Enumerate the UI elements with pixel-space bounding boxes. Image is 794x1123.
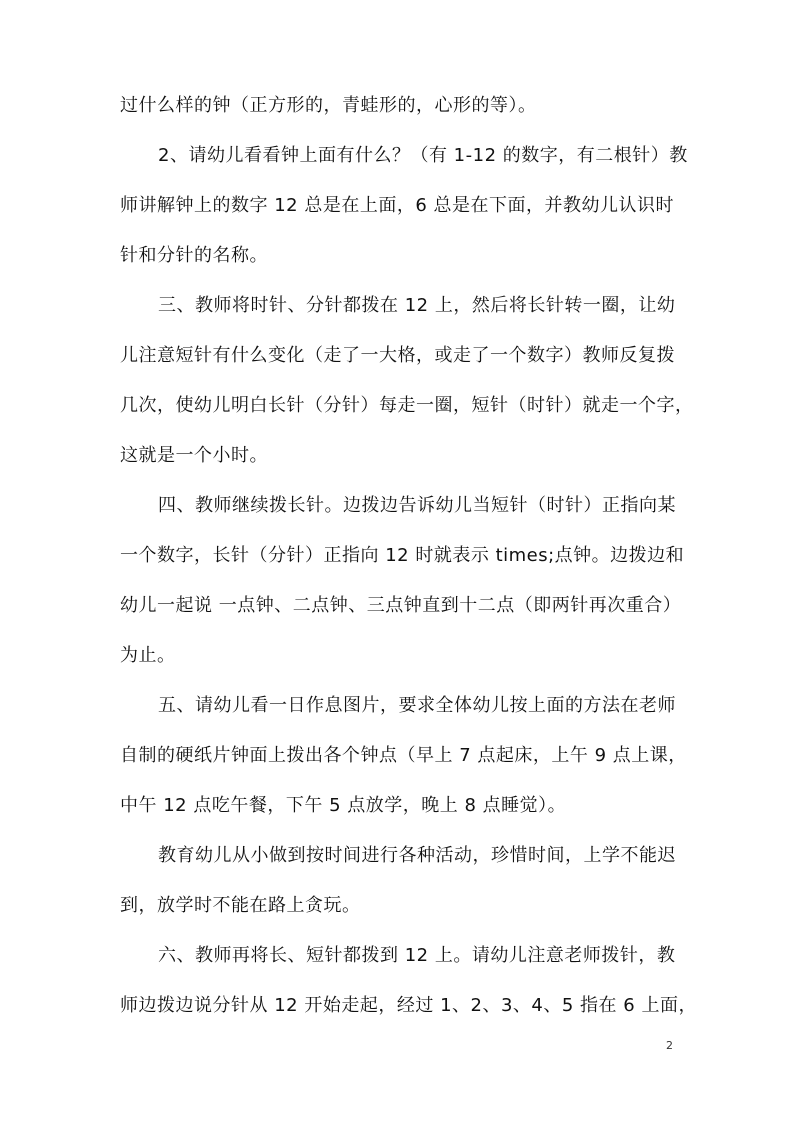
text-line-5: 三、教师将时针、分针都拨在 12 上，然后将长针转一圈，让幼 — [158, 295, 676, 316]
page-number: 2 — [666, 1039, 673, 1052]
text-line-4: 针和分针的名称。 — [120, 245, 268, 266]
text-line-3: 师讲解钟上的数字 12 总是在上面，6 总是在下面，并教幼儿认识时 — [120, 195, 675, 216]
text-line-14: 自制的硬纸片钟面上拨出各个钟点（早上 7 点起床，上午 9 点上课， — [120, 745, 687, 766]
text-line-12: 为止。 — [120, 645, 176, 666]
text-line-1: 过什么样的钟（正方形的，青蛙形的，心形的等）。 — [120, 95, 537, 116]
text-line-9: 四、教师继续拨长针。边拨边告诉幼儿当短针（时针）正指向某 — [158, 495, 676, 516]
text-line-19: 师边拨边说分针从 12 开始走起，经过 1、2、3、4、5 指在 6 上面， — [120, 995, 697, 1016]
text-line-13: 五、请幼儿看一日作息图片，要求全体幼儿按上面的方法在老师 — [158, 695, 676, 716]
text-line-17: 到，放学时不能在路上贪玩。 — [120, 895, 361, 916]
text-line-7: 几次，使幼儿明白长针（分针）每走一圈，短针（时针）就走一个字， — [120, 395, 694, 416]
text-line-8: 这就是一个小时。 — [120, 445, 268, 466]
text-line-11: 幼儿一起说 一点钟、二点钟、三点钟直到十二点（即两针再次重合） — [120, 595, 682, 616]
text-line-15: 中午 12 点吃午餐，下午 5 点放学，晚上 8 点睡觉）。 — [120, 795, 567, 816]
text-line-6: 儿注意短针有什么变化（走了一大格，或走了一个数字）教师反复拨 — [120, 345, 675, 366]
text-line-10: 一个数字，长针（分针）正指向 12 时就表示 times;点钟。边拨边和 — [120, 545, 685, 566]
text-line-2: 2、请幼儿看看钟上面有什么？（有 1-12 的数字，有二根针）教 — [158, 145, 688, 166]
text-line-18: 六、教师再将长、短针都拨到 12 上。请幼儿注意老师拨针，教 — [158, 945, 676, 966]
text-line-16: 教育幼儿从小做到按时间进行各种活动，珍惜时间，上学不能迟 — [158, 845, 676, 866]
